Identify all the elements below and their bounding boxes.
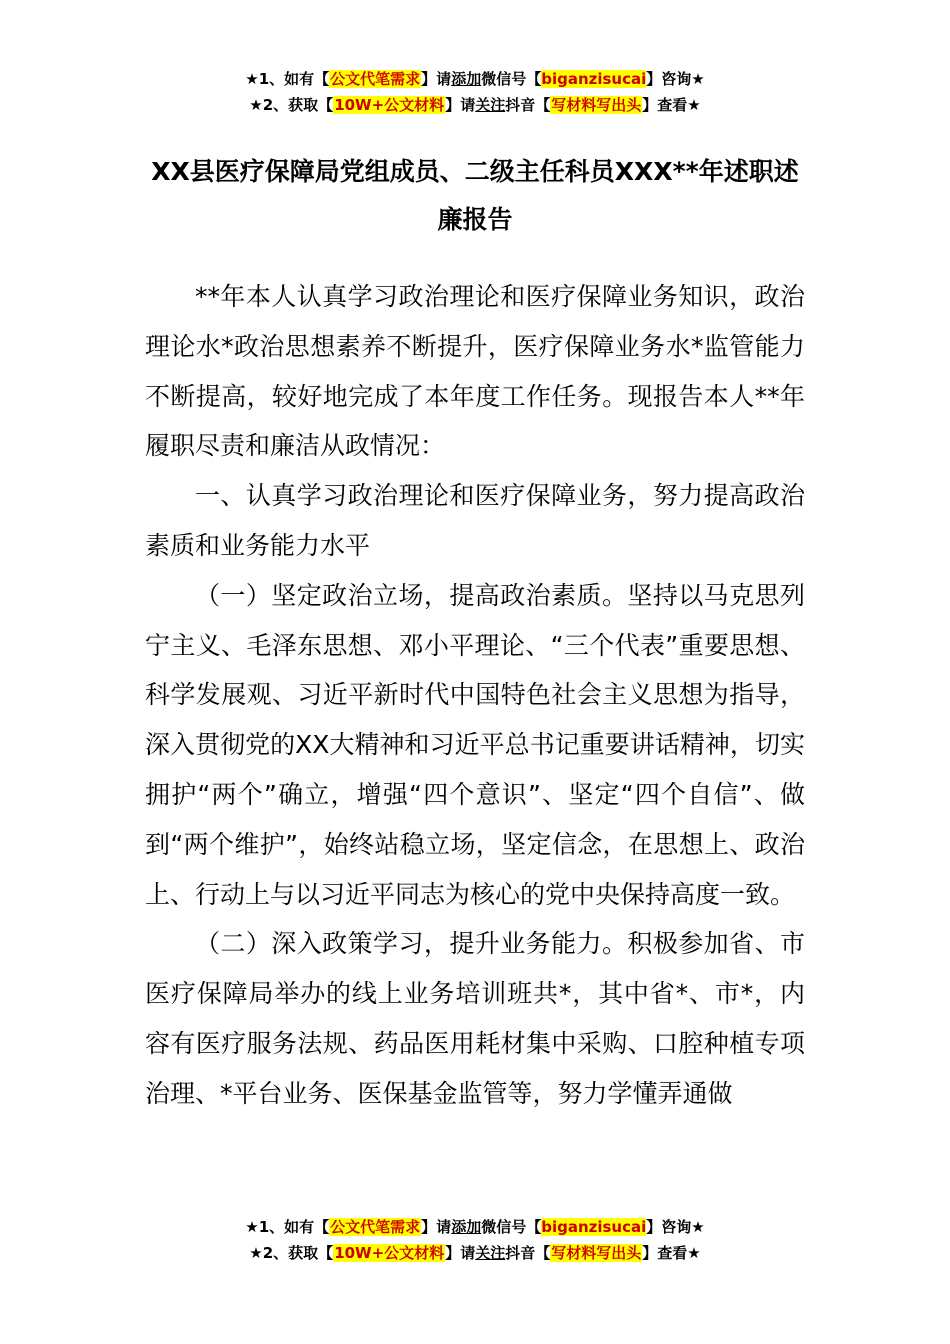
promo-text: 】请 [421, 1218, 452, 1236]
promo-text: 】咨询★ [646, 1218, 705, 1236]
douyin-id: 写材料写出头 [551, 1244, 642, 1262]
promo-footer [0, 1214, 950, 1266]
paragraph: （一）坚定政治立场，提高政治素质。坚持以马克思列宁主义、毛泽东思想、邓小平理论、“三个代表”重要思想、科学发展观、习近平新时代中国特色社会主义思想为指导，深入贯彻党的XX大精神和习近平总书记重要讲话精神，切实拥护“两个”确立，增强“四个意识”、坚定“四个自信”、做到“两个维护”，始终站稳立场，坚定信念，在思想上、政治上、行动上与以习近平同志为核心的党中央保持高度一致。 [145, 580, 805, 909]
promo-line-1 [0, 1214, 950, 1240]
promo-line-1 [0, 66, 950, 92]
promo-text: ★2、获取【 [249, 96, 334, 114]
document-title: XX县医疗保障局党组成员、二级主任科员XXX**年述职述廉报告 [151, 157, 799, 234]
promo-text: 微信号【 [481, 70, 542, 88]
wechat-id: biganzisucai [541, 1218, 647, 1236]
promo-underline: 关注 [475, 1244, 506, 1262]
promo-highlight: 公文代笔需求 [330, 70, 421, 88]
promo-highlight: 公文代笔需求 [330, 1218, 421, 1236]
paragraph: （二）深入政策学习，提升业务能力。积极参加省、市医疗保障局举办的线上业务培训班共*，其中省*、市*，内容有医疗服务法规、药品医用耗材集中采购、口腔种植专项治理、*平台业务、医保基金监管等，努力学懂弄通做 [145, 929, 805, 1108]
promo-text: 抖音【 [505, 96, 551, 114]
promo-highlight: 10W+公文材料 [334, 1244, 445, 1262]
section-heading: 一、认真学习政治理论和医疗保障业务，努力提高政治素质和业务能力水平 [145, 481, 805, 560]
douyin-id: 写材料写出头 [551, 96, 642, 114]
promo-underline: 关注 [475, 96, 506, 114]
wechat-id: biganzisucai [541, 70, 647, 88]
promo-underline: 添加 [451, 1218, 482, 1236]
promo-line-2 [0, 92, 950, 118]
promo-text: 】咨询★ [646, 70, 705, 88]
promo-highlight: 10W+公文材料 [334, 96, 445, 114]
promo-text: ★1、如有【 [245, 1218, 330, 1236]
promo-text: 】查看★ [642, 1244, 701, 1262]
document-body [145, 272, 805, 1119]
promo-text: ★1、如有【 [245, 70, 330, 88]
paragraph: **年本人认真学习政治理论和医疗保障业务知识，政治理论水*政治思想素养不断提升，医疗保障业务水*监管能力不断提高，较好地完成了本年度工作任务。现报告本人**年履职尽责和廉洁从政情况： [145, 282, 805, 461]
promo-underline: 添加 [451, 70, 482, 88]
promo-text: ★2、获取【 [249, 1244, 334, 1262]
promo-text: 】请 [421, 70, 452, 88]
promo-header [0, 66, 950, 118]
promo-text: 】请 [445, 96, 476, 114]
promo-text: 微信号【 [481, 1218, 542, 1236]
promo-text: 】查看★ [642, 96, 701, 114]
promo-text: 抖音【 [505, 1244, 551, 1262]
promo-line-2 [0, 1240, 950, 1266]
promo-text: 】请 [445, 1244, 476, 1262]
